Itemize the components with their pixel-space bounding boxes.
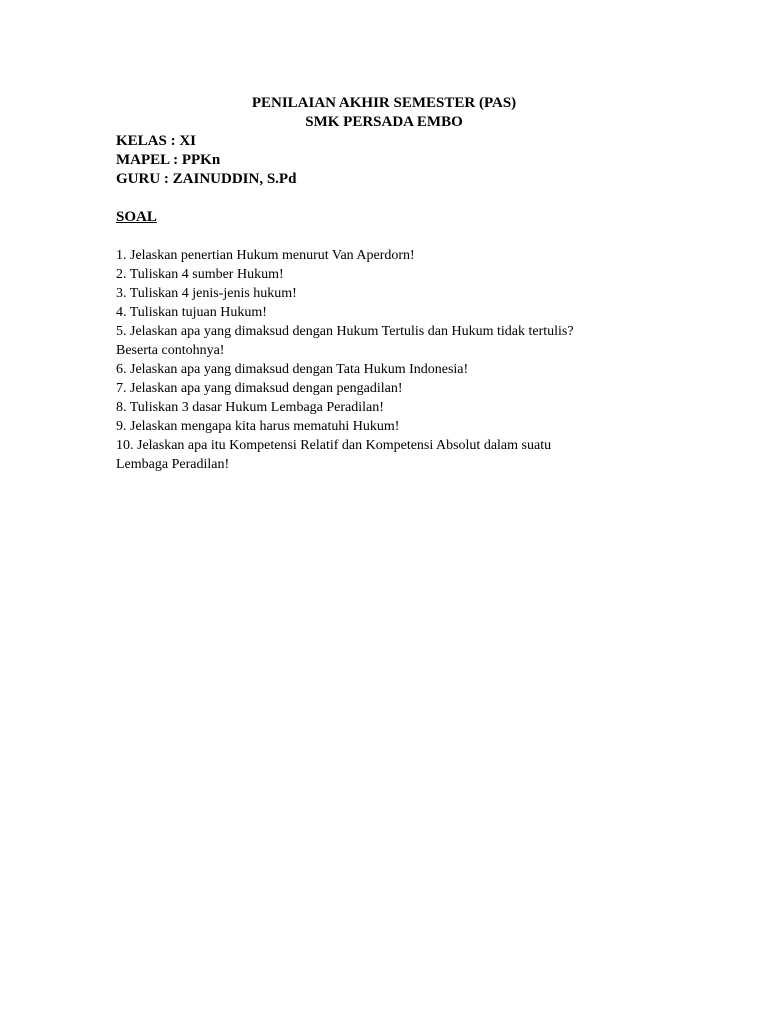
questions-heading: SOAL — [116, 209, 157, 225]
document-header — [0, 94, 768, 132]
question-line: 8. Tuliskan 3 dasar Hukum Lembaga Peradilan! — [116, 400, 384, 415]
subject-label: MAPEL : PPKn — [116, 152, 221, 168]
question-line: 9. Jelaskan mengapa kita harus mematuhi Hukum! — [116, 419, 400, 434]
question-line: 6. Jelaskan apa yang dimaksud dengan Tata Hukum Indonesia! — [116, 362, 469, 377]
exam-info — [116, 132, 296, 189]
teacher-label: GURU : ZAINUDDIN, S.Pd — [116, 171, 297, 187]
class-label: KELAS : XI — [116, 133, 197, 149]
question-line: 5. Jelaskan apa yang dimaksud dengan Hukum Tertulis dan Hukum tidak tertulis? — [116, 324, 574, 339]
question-line: 3. Tuliskan 4 jenis-jenis hukum! — [116, 286, 297, 301]
question-line: 2. Tuliskan 4 sumber Hukum! — [116, 267, 284, 282]
question-line: 7. Jelaskan apa yang dimaksud dengan pengadilan! — [116, 381, 403, 396]
question-line: 10. Jelaskan apa itu Kompetensi Relatif dan Kompetensi Absolut dalam suatu — [116, 438, 552, 453]
question-line: 4. Tuliskan tujuan Hukum! — [116, 305, 267, 320]
question-list — [116, 246, 676, 474]
question-line: Beserta contohnya! — [116, 343, 225, 358]
question-line: 1. Jelaskan penertian Hukum menurut Van Aperdorn! — [116, 248, 415, 263]
exam-title: PENILAIAN AKHIR SEMESTER (PAS) — [251, 95, 517, 111]
school-name: SMK PERSADA EMBO — [305, 114, 463, 130]
question-line: Lembaga Peradilan! — [116, 457, 230, 472]
